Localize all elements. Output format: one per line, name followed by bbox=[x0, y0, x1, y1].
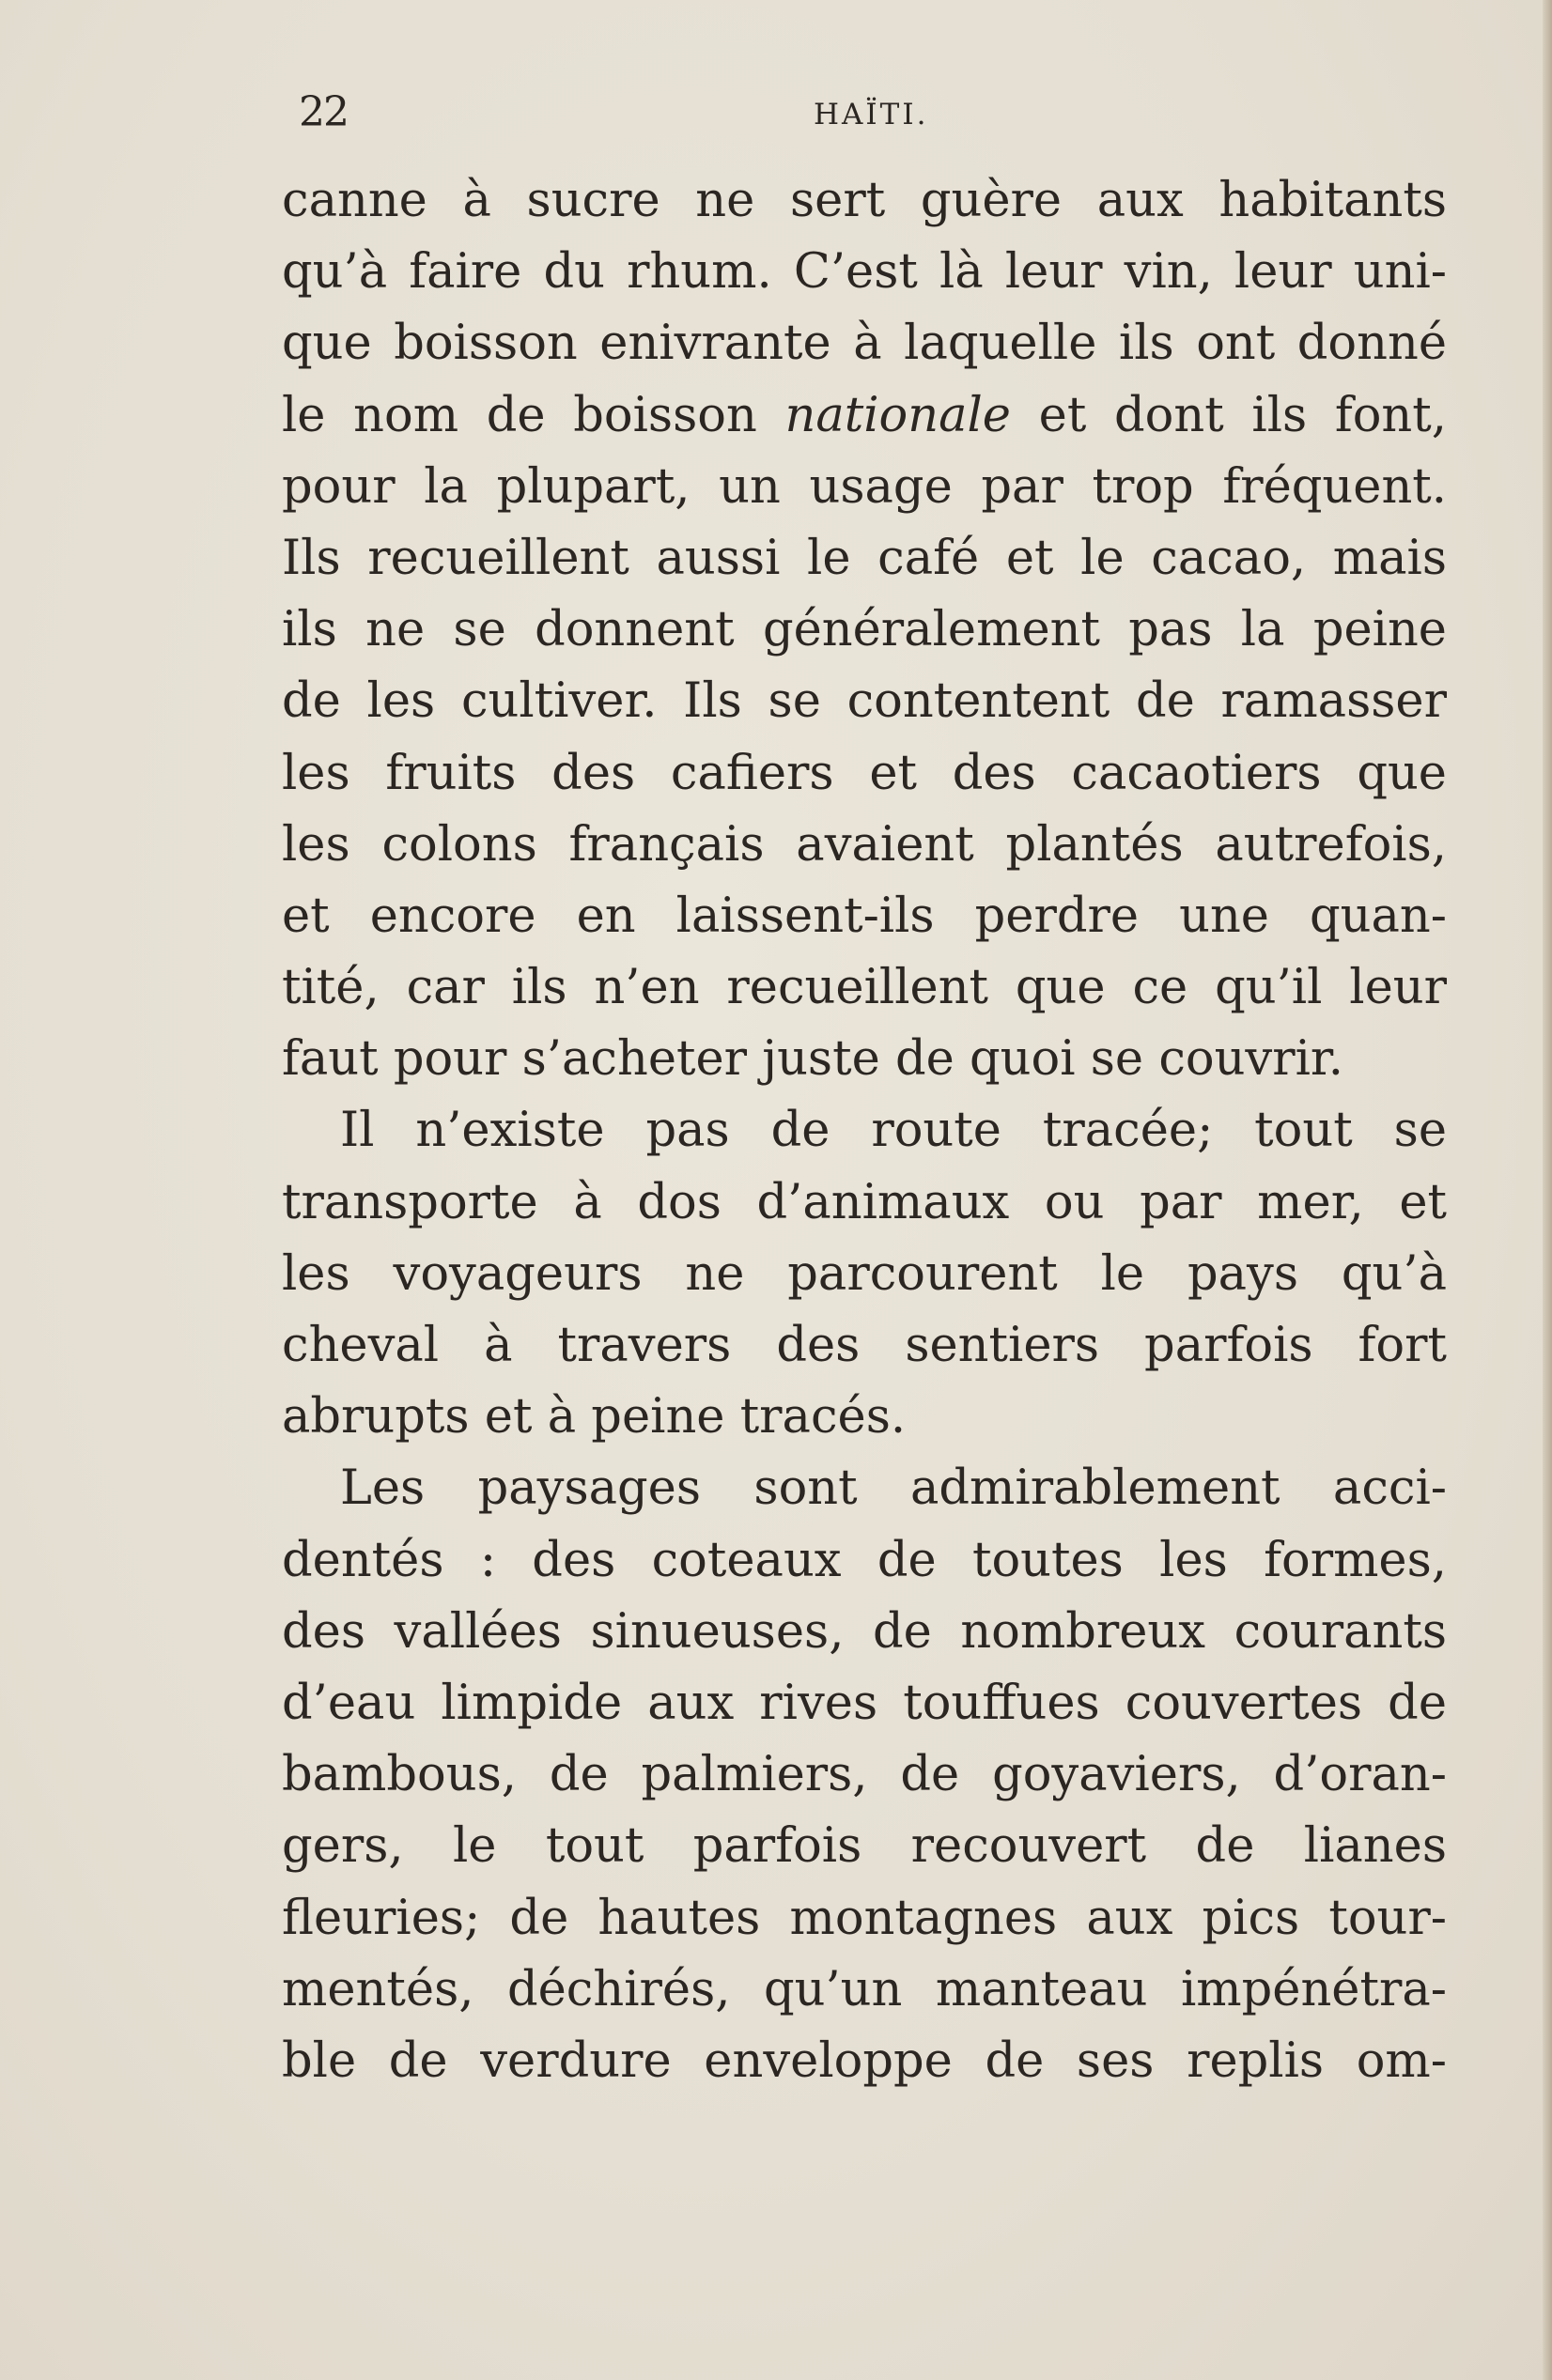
text-line: qu’à faire du rhum. C’est là leur vin, leur uni- bbox=[282, 244, 1447, 301]
text-line bbox=[282, 380, 1447, 452]
text-line: ble de verdure enveloppe de ses replis om- bbox=[282, 2032, 1447, 2089]
text-line: que boisson enivrante à laquelle ils ont donné bbox=[282, 316, 1447, 372]
text-line: canne à sucre ne sert guère aux habitants bbox=[282, 173, 1447, 228]
text-line: dentés : des coteaux de toutes les formes, bbox=[282, 1532, 1447, 1588]
text-line: cheval à travers des sentiers parfois fort bbox=[282, 1318, 1447, 1373]
page-edge bbox=[1543, 0, 1552, 2380]
page-header bbox=[299, 88, 1445, 145]
text-line: des vallées sinueuses, de nombreux courants bbox=[282, 1603, 1447, 1660]
text-line: fleuries; de hautes montagnes aux pics tour- bbox=[282, 1890, 1447, 1946]
text-line: ils ne se donnent généralement pas la peine bbox=[282, 602, 1447, 658]
text-line: les voyageurs ne parcourent le pays qu’à bbox=[282, 1245, 1447, 1302]
text-line: et encore en laissent-ils perdre une quan- bbox=[282, 888, 1447, 944]
text-line: Ils recueillent aussi le café et le cacao, mais bbox=[282, 530, 1447, 586]
paragraph-start-line: Les paysages sont admirablement acci- bbox=[340, 1460, 1447, 1517]
running-head: HAÏTI. bbox=[814, 98, 929, 131]
text-line: tité, car ils n’en recueillent que ce qu’il leur bbox=[282, 960, 1447, 1016]
text-line: d’eau limpide aux rives touffues couvertes de bbox=[282, 1675, 1447, 1731]
text-line: les fruits des cafiers et des cacaotiers que bbox=[282, 745, 1447, 801]
text-line: les colons français avaient plantés autrefois, bbox=[282, 816, 1447, 873]
text-line: abrupts et à peine tracés. bbox=[282, 1389, 907, 1445]
text-line: pour la plupart, un usage par trop fréquent. bbox=[282, 458, 1447, 515]
text-line: mentés, déchirés, qu’un manteau impénétra- bbox=[282, 1961, 1447, 2017]
text-line: transporte à dos d’animaux ou par mer, et bbox=[282, 1174, 1447, 1230]
text-line: faut pour s’acheter juste de quoi se couvrir. bbox=[282, 1031, 1343, 1088]
page-number: 22 bbox=[299, 88, 348, 136]
text-line: de les cultiver. Ils se contentent de ramasser bbox=[282, 673, 1447, 730]
paragraph-start-line: Il n’existe pas de route tracée; tout se bbox=[340, 1103, 1447, 1159]
italic-word: nationale bbox=[784, 387, 1011, 443]
text-line: bambous, de palmiers, de goyaviers, d’oran- bbox=[282, 1747, 1447, 1803]
body-text bbox=[282, 165, 1447, 2097]
text-segment: et dont ils font, bbox=[1011, 387, 1447, 443]
text-line: gers, le tout parfois recouvert de lianes bbox=[282, 1818, 1447, 1875]
text-segment: le nom de boisson bbox=[282, 387, 785, 443]
